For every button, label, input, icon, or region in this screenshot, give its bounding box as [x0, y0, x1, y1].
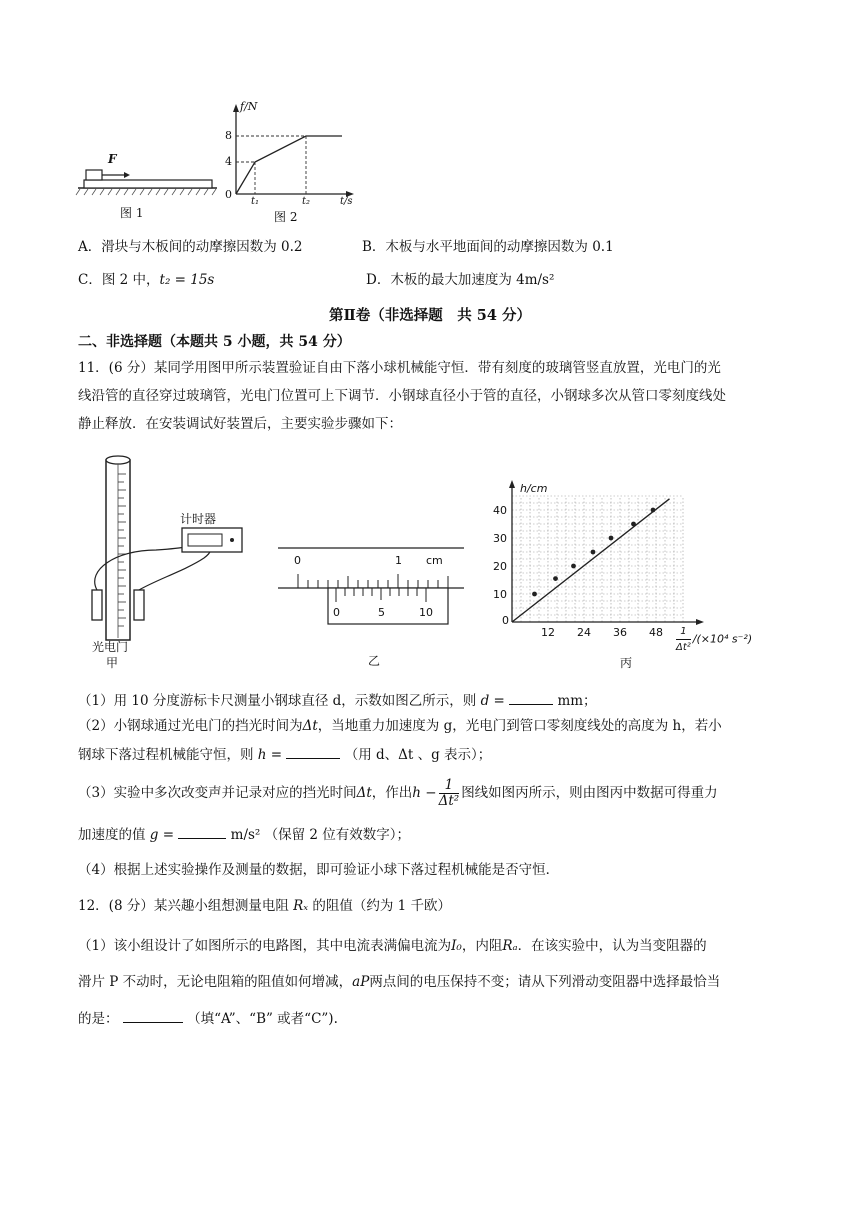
s1-unit: mm； [557, 693, 597, 709]
q11-step-2-line-2 [78, 744, 491, 765]
vernier-tick-10: 10 [419, 606, 433, 619]
part-heading: 二、非选择题（本题共 5 小题，共 54 分） [78, 334, 351, 350]
q12-p3-b: （填“A”、“B” 或者“C”). [187, 1011, 338, 1027]
s3-var: g = [149, 827, 175, 843]
q12-ap: aP [352, 974, 370, 990]
s1-answer-blank[interactable] [509, 690, 553, 705]
data-point [631, 522, 636, 527]
data-point [571, 564, 576, 569]
y-tick-label: 30 [493, 532, 507, 545]
y-tick-label: 40 [493, 504, 507, 517]
q11-step-3-line-2 [78, 824, 410, 845]
s1-var: d = [480, 693, 505, 709]
q12-p3-a: 的是： [78, 1011, 119, 1027]
q11-step-3-line-1 [78, 776, 718, 810]
photogate-left [92, 590, 102, 620]
apparatus-drawing [86, 450, 256, 670]
figure-yi-caption: 乙 [368, 654, 381, 668]
s3-text-b: ，作出 [371, 785, 413, 801]
chart-x-unit: /(×10⁴ s⁻²) [692, 632, 753, 646]
force-label: F [108, 152, 117, 166]
q12-title-a: 12．(8 分）某兴趣小组想测量电阻 [78, 898, 289, 914]
q12-p1-b: ，内阻 [461, 938, 503, 954]
option-c-text: C．图 2 中， [78, 272, 160, 288]
chart-y-arrow [509, 480, 515, 488]
s2-dt: Δt [302, 718, 318, 734]
figure-yi [276, 540, 466, 670]
s3-dt: Δt [356, 785, 372, 801]
main-unit: cm [426, 554, 443, 567]
board [84, 180, 212, 188]
s3-answer-blank[interactable] [178, 824, 226, 839]
y-tick-8: 8 [225, 129, 232, 142]
q12-title-b: 的阻值（约为 1 千欧） [312, 898, 452, 914]
q12-title [78, 896, 451, 916]
x-tick-label: 12 [541, 626, 555, 639]
s3-h: h − [412, 785, 437, 801]
s2-text-d: （用 d、Δt 、g 表示）； [344, 747, 492, 763]
data-point [553, 576, 558, 581]
origin-label: 0 [225, 188, 232, 201]
s3-text-d: 加速度的值 [78, 827, 146, 843]
vernier-tick-0: 0 [333, 606, 340, 619]
option-b: B．木板与水平地面间的动摩擦因数为 0.1 [362, 239, 614, 255]
x-tick-t2: t₂ [302, 196, 311, 207]
option-a: A．滑块与木板间的动摩擦因数为 0.2 [78, 239, 303, 255]
s3-num: 1 [439, 778, 460, 794]
s2-text-b: ，当地重力加速度为 g，光电门到管口零刻度线处的高度为 h，若小 [317, 718, 722, 734]
q11-line-3: 静止释放．在安装调试好装置后，主要实验步骤如下： [78, 416, 402, 432]
data-point [591, 550, 596, 555]
figure-2-caption: 图 2 [274, 210, 298, 224]
q11-line-1: 11．(6 分）某同学用图甲所示装置验证自由下落小球机械能守恒．带有刻度的玻璃管竖直放置，光电门的光 [78, 360, 721, 376]
option-c [78, 270, 214, 290]
data-point [532, 592, 537, 597]
figure-1-drawing [72, 140, 222, 222]
q12-p1-a: （1）该小组设计了如图所示的电路图，其中电流表满偏电流为 [78, 938, 452, 954]
s2-answer-blank[interactable] [286, 744, 340, 759]
q12-ra: Rₐ [502, 938, 518, 954]
y-tick-label: 20 [493, 560, 507, 573]
s1-text: （1）用 10 分度游标卡尺测量小钢球直径 d，示数如图乙所示，则 [78, 693, 477, 709]
main-tick-0: 0 [294, 554, 301, 567]
x-tick-t1: t₁ [251, 196, 260, 207]
figure-jia [86, 450, 256, 670]
figure-1 [72, 140, 222, 222]
y-tick-label: 10 [493, 588, 507, 601]
s3-text-e: （保留 2 位有效数字）； [264, 827, 411, 843]
y-axis-label: f/N [240, 100, 258, 113]
data-point [651, 508, 656, 513]
option-d: D．木板的最大加速度为 4m/s² [366, 272, 555, 288]
x-tick-label: 48 [649, 626, 663, 639]
s3-unit: m/s² [230, 827, 261, 843]
s2-text-c: 钢球下落过程机械能守恒，则 [78, 747, 254, 763]
chart-x-num: 1 [676, 624, 691, 640]
q12-para-2 [78, 972, 720, 992]
x-tick-label: 24 [577, 626, 591, 639]
s3-text-c: 图线如图丙所示，则由图丙中数据可得重力 [461, 785, 718, 801]
photogate-right [134, 590, 144, 620]
q11-step-2-line-1 [78, 716, 722, 736]
q12-p1-c: ．在该实验中，认为当变阻器的 [517, 938, 707, 954]
q12-para-1 [78, 936, 707, 956]
data-point [609, 536, 614, 541]
vernier-tick-5: 5 [378, 606, 385, 619]
s2-var: h = [257, 747, 283, 763]
x-tick-label: 36 [613, 626, 627, 639]
q11-step-4: （4）根据上述实验操作及测量的数据，即可验证小球下落过程机械能是否守恒． [78, 862, 560, 878]
q12-rx: Rₓ [293, 898, 309, 914]
chart-x-den: Δt² [676, 642, 691, 653]
x-axis-label: t/s [340, 196, 353, 207]
figure-2 [222, 100, 362, 226]
s2-text-a: （2）小钢球通过光电门的挡光时间为 [78, 718, 303, 734]
q12-answer-blank[interactable] [123, 1008, 183, 1023]
s3-text-a: （3）实验中多次改变声并记录对应的挡光时间 [78, 785, 357, 801]
q11-step-1 [78, 690, 597, 711]
main-tick-1: 1 [395, 554, 402, 567]
chart-y-label: h/cm [520, 482, 548, 495]
s3-den: Δt² [438, 793, 460, 809]
chart-x-label [674, 624, 752, 655]
q11-line-2: 线沿管的直径穿过玻璃管，光电门位置可上下调节．小钢球直径小于管的直径，小钢球多次从管口零刻度线处 [78, 388, 726, 404]
fit-line [512, 499, 670, 622]
q12-i0: I₀ [451, 938, 462, 954]
q12-p2-b: 两点间的电压保持不变；请从下列滑动变阻器中选择最恰当 [369, 974, 721, 990]
q12-p2-a: 滑片 P 不动时，无论电阻箱的阻值如何增减， [78, 974, 353, 990]
chart-x-frac [676, 624, 691, 655]
y-tick-4: 4 [225, 155, 232, 168]
photogate-label: 光电门 [92, 640, 129, 654]
timer-label: 计时器 [180, 512, 217, 526]
figure-1-caption: 图 1 [120, 206, 144, 220]
option-c-expr: t₂ = 15s [159, 272, 215, 288]
figure-bing [478, 476, 798, 676]
figure-jia-caption: 甲 [106, 656, 119, 670]
block [86, 170, 102, 180]
chart-caption: 丙 [620, 656, 633, 670]
s3-frac [439, 778, 460, 809]
f-curve [236, 136, 342, 194]
q12-para-3 [78, 1008, 338, 1029]
section-title: 第Ⅱ卷（非选择题 共 54 分） [329, 307, 531, 324]
chart-origin: 0 [502, 614, 509, 627]
